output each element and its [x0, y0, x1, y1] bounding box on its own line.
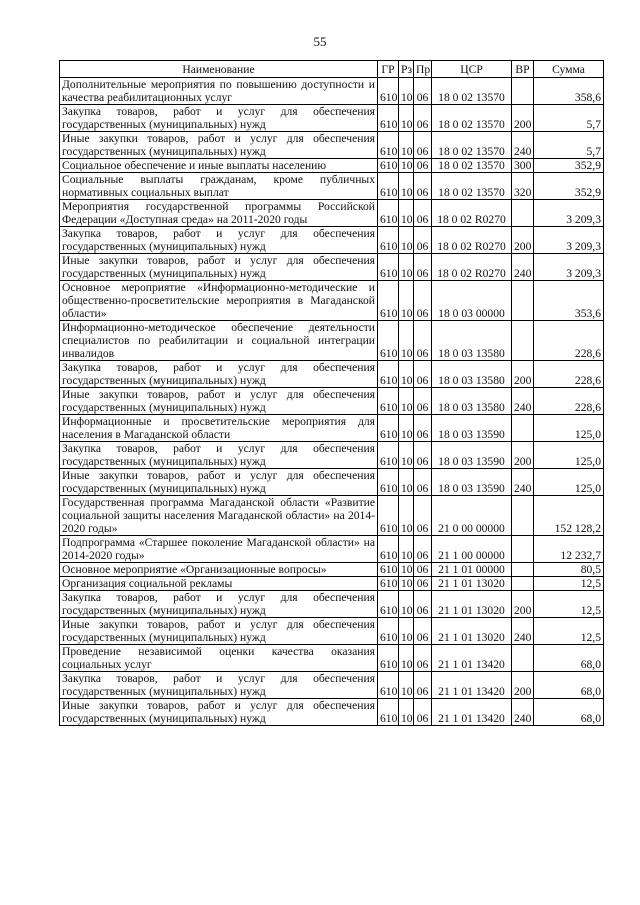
cell-name: Иные закупки товаров, работ и услуг для обеспечения государственных (муниципальных) нужд: [60, 254, 378, 281]
cell-pr: 06: [414, 591, 432, 618]
cell-pr: 06: [414, 132, 432, 159]
cell-gr: 610: [378, 563, 399, 577]
budget-table: [59, 60, 604, 726]
header-gr: ГР: [378, 61, 399, 78]
cell-rz: 10: [399, 577, 414, 591]
table-row: [60, 227, 604, 254]
table-row: [60, 361, 604, 388]
cell-vr: [512, 415, 534, 442]
table-row: [60, 321, 604, 361]
cell-pr: 06: [414, 78, 432, 105]
cell-vr: 200: [512, 591, 534, 618]
cell-rz: 10: [399, 159, 414, 173]
cell-name: Закупка товаров, работ и услуг для обеспечения государственных (муниципальных) нужд: [60, 591, 378, 618]
table-row: [60, 442, 604, 469]
cell-pr: 06: [414, 672, 432, 699]
cell-vr: [512, 321, 534, 361]
cell-name: Информационно-методическое обеспечение деятельности специалистов по реабилитации и социальной интеграции инвалидов: [60, 321, 378, 361]
cell-pr: 06: [414, 645, 432, 672]
cell-pr: 06: [414, 254, 432, 281]
cell-gr: 610: [378, 321, 399, 361]
cell-rz: 10: [399, 254, 414, 281]
cell-gr: 610: [378, 173, 399, 200]
cell-gr: 610: [378, 577, 399, 591]
cell-gr: 610: [378, 281, 399, 321]
cell-csr: 18 0 03 13590: [432, 415, 512, 442]
cell-rz: 10: [399, 563, 414, 577]
table-header: [60, 61, 604, 78]
cell-vr: 200: [512, 227, 534, 254]
cell-pr: 06: [414, 321, 432, 361]
cell-rz: 10: [399, 415, 414, 442]
table-row: [60, 496, 604, 536]
cell-vr: 240: [512, 618, 534, 645]
cell-name: Организация социальной рекламы: [60, 577, 378, 591]
table-row: [60, 699, 604, 726]
table-row: [60, 254, 604, 281]
cell-pr: 06: [414, 469, 432, 496]
cell-pr: 06: [414, 227, 432, 254]
cell-pr: 06: [414, 618, 432, 645]
cell-csr: 18 0 02 R0270: [432, 227, 512, 254]
table-row: [60, 173, 604, 200]
cell-gr: 610: [378, 699, 399, 726]
cell-rz: 10: [399, 281, 414, 321]
cell-csr: 18 0 02 13570: [432, 78, 512, 105]
cell-vr: 200: [512, 442, 534, 469]
table-row: [60, 536, 604, 563]
cell-sum: 12,5: [534, 577, 604, 591]
cell-sum: 3 209,3: [534, 200, 604, 227]
cell-name: Проведение независимой оценки качества оказания социальных услуг: [60, 645, 378, 672]
cell-sum: 125,0: [534, 469, 604, 496]
cell-csr: 21 0 00 00000: [432, 496, 512, 536]
cell-vr: 200: [512, 361, 534, 388]
cell-name: Иные закупки товаров, работ и услуг для обеспечения государственных (муниципальных) нужд: [60, 699, 378, 726]
cell-gr: 610: [378, 442, 399, 469]
table-row: [60, 591, 604, 618]
cell-csr: 21 1 01 13020: [432, 618, 512, 645]
cell-csr: 18 0 02 13570: [432, 132, 512, 159]
cell-csr: 21 1 01 13420: [432, 672, 512, 699]
table-row: [60, 469, 604, 496]
cell-name: Иные закупки товаров, работ и услуг для обеспечения государственных (муниципальных) нужд: [60, 618, 378, 645]
cell-name: Закупка товаров, работ и услуг для обеспечения государственных (муниципальных) нужд: [60, 105, 378, 132]
cell-csr: 18 0 02 13570: [432, 173, 512, 200]
cell-csr: 18 0 03 13580: [432, 321, 512, 361]
cell-sum: 352,9: [534, 173, 604, 200]
cell-name: Иные закупки товаров, работ и услуг для обеспечения государственных (муниципальных) нужд: [60, 132, 378, 159]
cell-csr: 18 0 03 00000: [432, 281, 512, 321]
cell-vr: [512, 78, 534, 105]
cell-name: Иные закупки товаров, работ и услуг для обеспечения государственных (муниципальных) нужд: [60, 388, 378, 415]
cell-gr: 610: [378, 361, 399, 388]
cell-name: Государственная программа Магаданской области «Развитие социальной защиты населения Магаданской области» на 2014-2020 годы»: [60, 496, 378, 536]
header-rz: Рз: [399, 61, 414, 78]
cell-sum: 3 209,3: [534, 227, 604, 254]
cell-rz: 10: [399, 496, 414, 536]
cell-vr: [512, 563, 534, 577]
cell-pr: 06: [414, 388, 432, 415]
cell-vr: [512, 200, 534, 227]
cell-rz: 10: [399, 321, 414, 361]
cell-csr: 21 1 01 00000: [432, 563, 512, 577]
page-number: 55: [313, 34, 327, 49]
cell-csr: 18 0 03 13590: [432, 442, 512, 469]
cell-rz: 10: [399, 78, 414, 105]
cell-gr: 610: [378, 200, 399, 227]
cell-name: Основное мероприятие «Информационно-методические и общественно-просветительские мероприятия в Магаданской области»: [60, 281, 378, 321]
cell-pr: 06: [414, 105, 432, 132]
table-row: [60, 159, 604, 173]
table-row: [60, 618, 604, 645]
cell-rz: 10: [399, 618, 414, 645]
cell-rz: 10: [399, 105, 414, 132]
cell-name: Информационные и просветительские мероприятия для населения в Магаданской области: [60, 415, 378, 442]
header-row: [60, 61, 604, 78]
table-row: [60, 672, 604, 699]
cell-sum: 68,0: [534, 645, 604, 672]
cell-sum: 353,6: [534, 281, 604, 321]
cell-gr: 610: [378, 132, 399, 159]
table-row: [60, 563, 604, 577]
table-row: [60, 200, 604, 227]
table-row: [60, 577, 604, 591]
cell-rz: 10: [399, 591, 414, 618]
cell-rz: 10: [399, 536, 414, 563]
cell-sum: 358,6: [534, 78, 604, 105]
cell-csr: 18 0 03 13590: [432, 469, 512, 496]
table-row: [60, 281, 604, 321]
cell-vr: 240: [512, 132, 534, 159]
cell-gr: 610: [378, 672, 399, 699]
cell-sum: 68,0: [534, 699, 604, 726]
cell-name: Основное мероприятие «Организационные вопросы»: [60, 563, 378, 577]
cell-gr: 610: [378, 469, 399, 496]
cell-sum: 12,5: [534, 591, 604, 618]
header-vr: ВР: [512, 61, 534, 78]
cell-rz: 10: [399, 361, 414, 388]
cell-name: Подпрограмма «Старшее поколение Магаданской области» на 2014-2020 годы»: [60, 536, 378, 563]
cell-name: Закупка товаров, работ и услуг для обеспечения государственных (муниципальных) нужд: [60, 227, 378, 254]
table-row: [60, 645, 604, 672]
cell-gr: 610: [378, 536, 399, 563]
cell-gr: 610: [378, 388, 399, 415]
cell-rz: 10: [399, 132, 414, 159]
cell-pr: 06: [414, 536, 432, 563]
cell-pr: 06: [414, 200, 432, 227]
table-row: [60, 78, 604, 105]
table-body: [60, 78, 604, 726]
cell-rz: 10: [399, 699, 414, 726]
cell-sum: 228,6: [534, 388, 604, 415]
cell-sum: 68,0: [534, 672, 604, 699]
cell-gr: 610: [378, 618, 399, 645]
cell-name: Иные закупки товаров, работ и услуг для обеспечения государственных (муниципальных) нужд: [60, 469, 378, 496]
cell-name: Мероприятия государственной программы Российской Федерации «Доступная среда» на 2011-2020 годы: [60, 200, 378, 227]
cell-pr: 06: [414, 361, 432, 388]
cell-vr: [512, 536, 534, 563]
cell-sum: 5,7: [534, 105, 604, 132]
table-row: [60, 388, 604, 415]
cell-gr: 610: [378, 591, 399, 618]
cell-pr: 06: [414, 563, 432, 577]
cell-sum: 3 209,3: [534, 254, 604, 281]
cell-vr: 320: [512, 173, 534, 200]
cell-csr: 18 0 03 13580: [432, 388, 512, 415]
cell-gr: 610: [378, 159, 399, 173]
cell-sum: 125,0: [534, 442, 604, 469]
cell-vr: [512, 281, 534, 321]
cell-rz: 10: [399, 200, 414, 227]
cell-csr: 18 0 02 13570: [432, 159, 512, 173]
cell-rz: 10: [399, 442, 414, 469]
cell-pr: 06: [414, 496, 432, 536]
cell-gr: 610: [378, 78, 399, 105]
cell-vr: 300: [512, 159, 534, 173]
cell-gr: 610: [378, 227, 399, 254]
table-row: [60, 415, 604, 442]
cell-rz: 10: [399, 173, 414, 200]
cell-name: Дополнительные мероприятия по повышению доступности и качества реабилитационных услуг: [60, 78, 378, 105]
cell-csr: 18 0 02 R0270: [432, 254, 512, 281]
table-row: [60, 105, 604, 132]
cell-vr: 240: [512, 469, 534, 496]
cell-vr: [512, 577, 534, 591]
cell-vr: 200: [512, 672, 534, 699]
cell-vr: [512, 496, 534, 536]
cell-vr: 240: [512, 388, 534, 415]
cell-pr: 06: [414, 699, 432, 726]
cell-csr: 18 0 02 R0270: [432, 200, 512, 227]
cell-pr: 06: [414, 577, 432, 591]
cell-csr: 21 1 01 13020: [432, 591, 512, 618]
cell-gr: 610: [378, 415, 399, 442]
cell-csr: 21 1 01 13420: [432, 645, 512, 672]
cell-name: Социальное обеспечение и иные выплаты населению: [60, 159, 378, 173]
cell-sum: 5,7: [534, 132, 604, 159]
cell-rz: 10: [399, 672, 414, 699]
cell-vr: 240: [512, 699, 534, 726]
cell-csr: 21 1 01 13420: [432, 699, 512, 726]
cell-pr: 06: [414, 415, 432, 442]
table-row: [60, 132, 604, 159]
cell-pr: 06: [414, 281, 432, 321]
cell-gr: 610: [378, 254, 399, 281]
cell-name: Закупка товаров, работ и услуг для обеспечения государственных (муниципальных) нужд: [60, 672, 378, 699]
cell-name: Закупка товаров, работ и услуг для обеспечения государственных (муниципальных) нужд: [60, 442, 378, 469]
header-pr: Пр: [414, 61, 432, 78]
cell-sum: 12,5: [534, 618, 604, 645]
cell-vr: 240: [512, 254, 534, 281]
cell-pr: 06: [414, 442, 432, 469]
cell-vr: 200: [512, 105, 534, 132]
cell-name: Социальные выплаты гражданам, кроме публичных нормативных социальных выплат: [60, 173, 378, 200]
cell-gr: 610: [378, 645, 399, 672]
cell-pr: 06: [414, 159, 432, 173]
cell-sum: 125,0: [534, 415, 604, 442]
cell-name: Закупка товаров, работ и услуг для обеспечения государственных (муниципальных) нужд: [60, 361, 378, 388]
cell-vr: [512, 645, 534, 672]
cell-csr: 18 0 03 13580: [432, 361, 512, 388]
cell-pr: 06: [414, 173, 432, 200]
header-name: Наименование: [60, 61, 378, 78]
cell-sum: 80,5: [534, 563, 604, 577]
cell-csr: 21 1 01 13020: [432, 577, 512, 591]
cell-sum: 228,6: [534, 361, 604, 388]
cell-rz: 10: [399, 645, 414, 672]
cell-sum: 152 128,2: [534, 496, 604, 536]
cell-rz: 10: [399, 227, 414, 254]
cell-sum: 12 232,7: [534, 536, 604, 563]
cell-csr: 21 1 00 00000: [432, 536, 512, 563]
cell-rz: 10: [399, 469, 414, 496]
cell-rz: 10: [399, 388, 414, 415]
header-sum: Сумма: [534, 61, 604, 78]
cell-csr: 18 0 02 13570: [432, 105, 512, 132]
cell-gr: 610: [378, 496, 399, 536]
cell-sum: 352,9: [534, 159, 604, 173]
cell-gr: 610: [378, 105, 399, 132]
header-csr: ЦСР: [432, 61, 512, 78]
cell-sum: 228,6: [534, 321, 604, 361]
